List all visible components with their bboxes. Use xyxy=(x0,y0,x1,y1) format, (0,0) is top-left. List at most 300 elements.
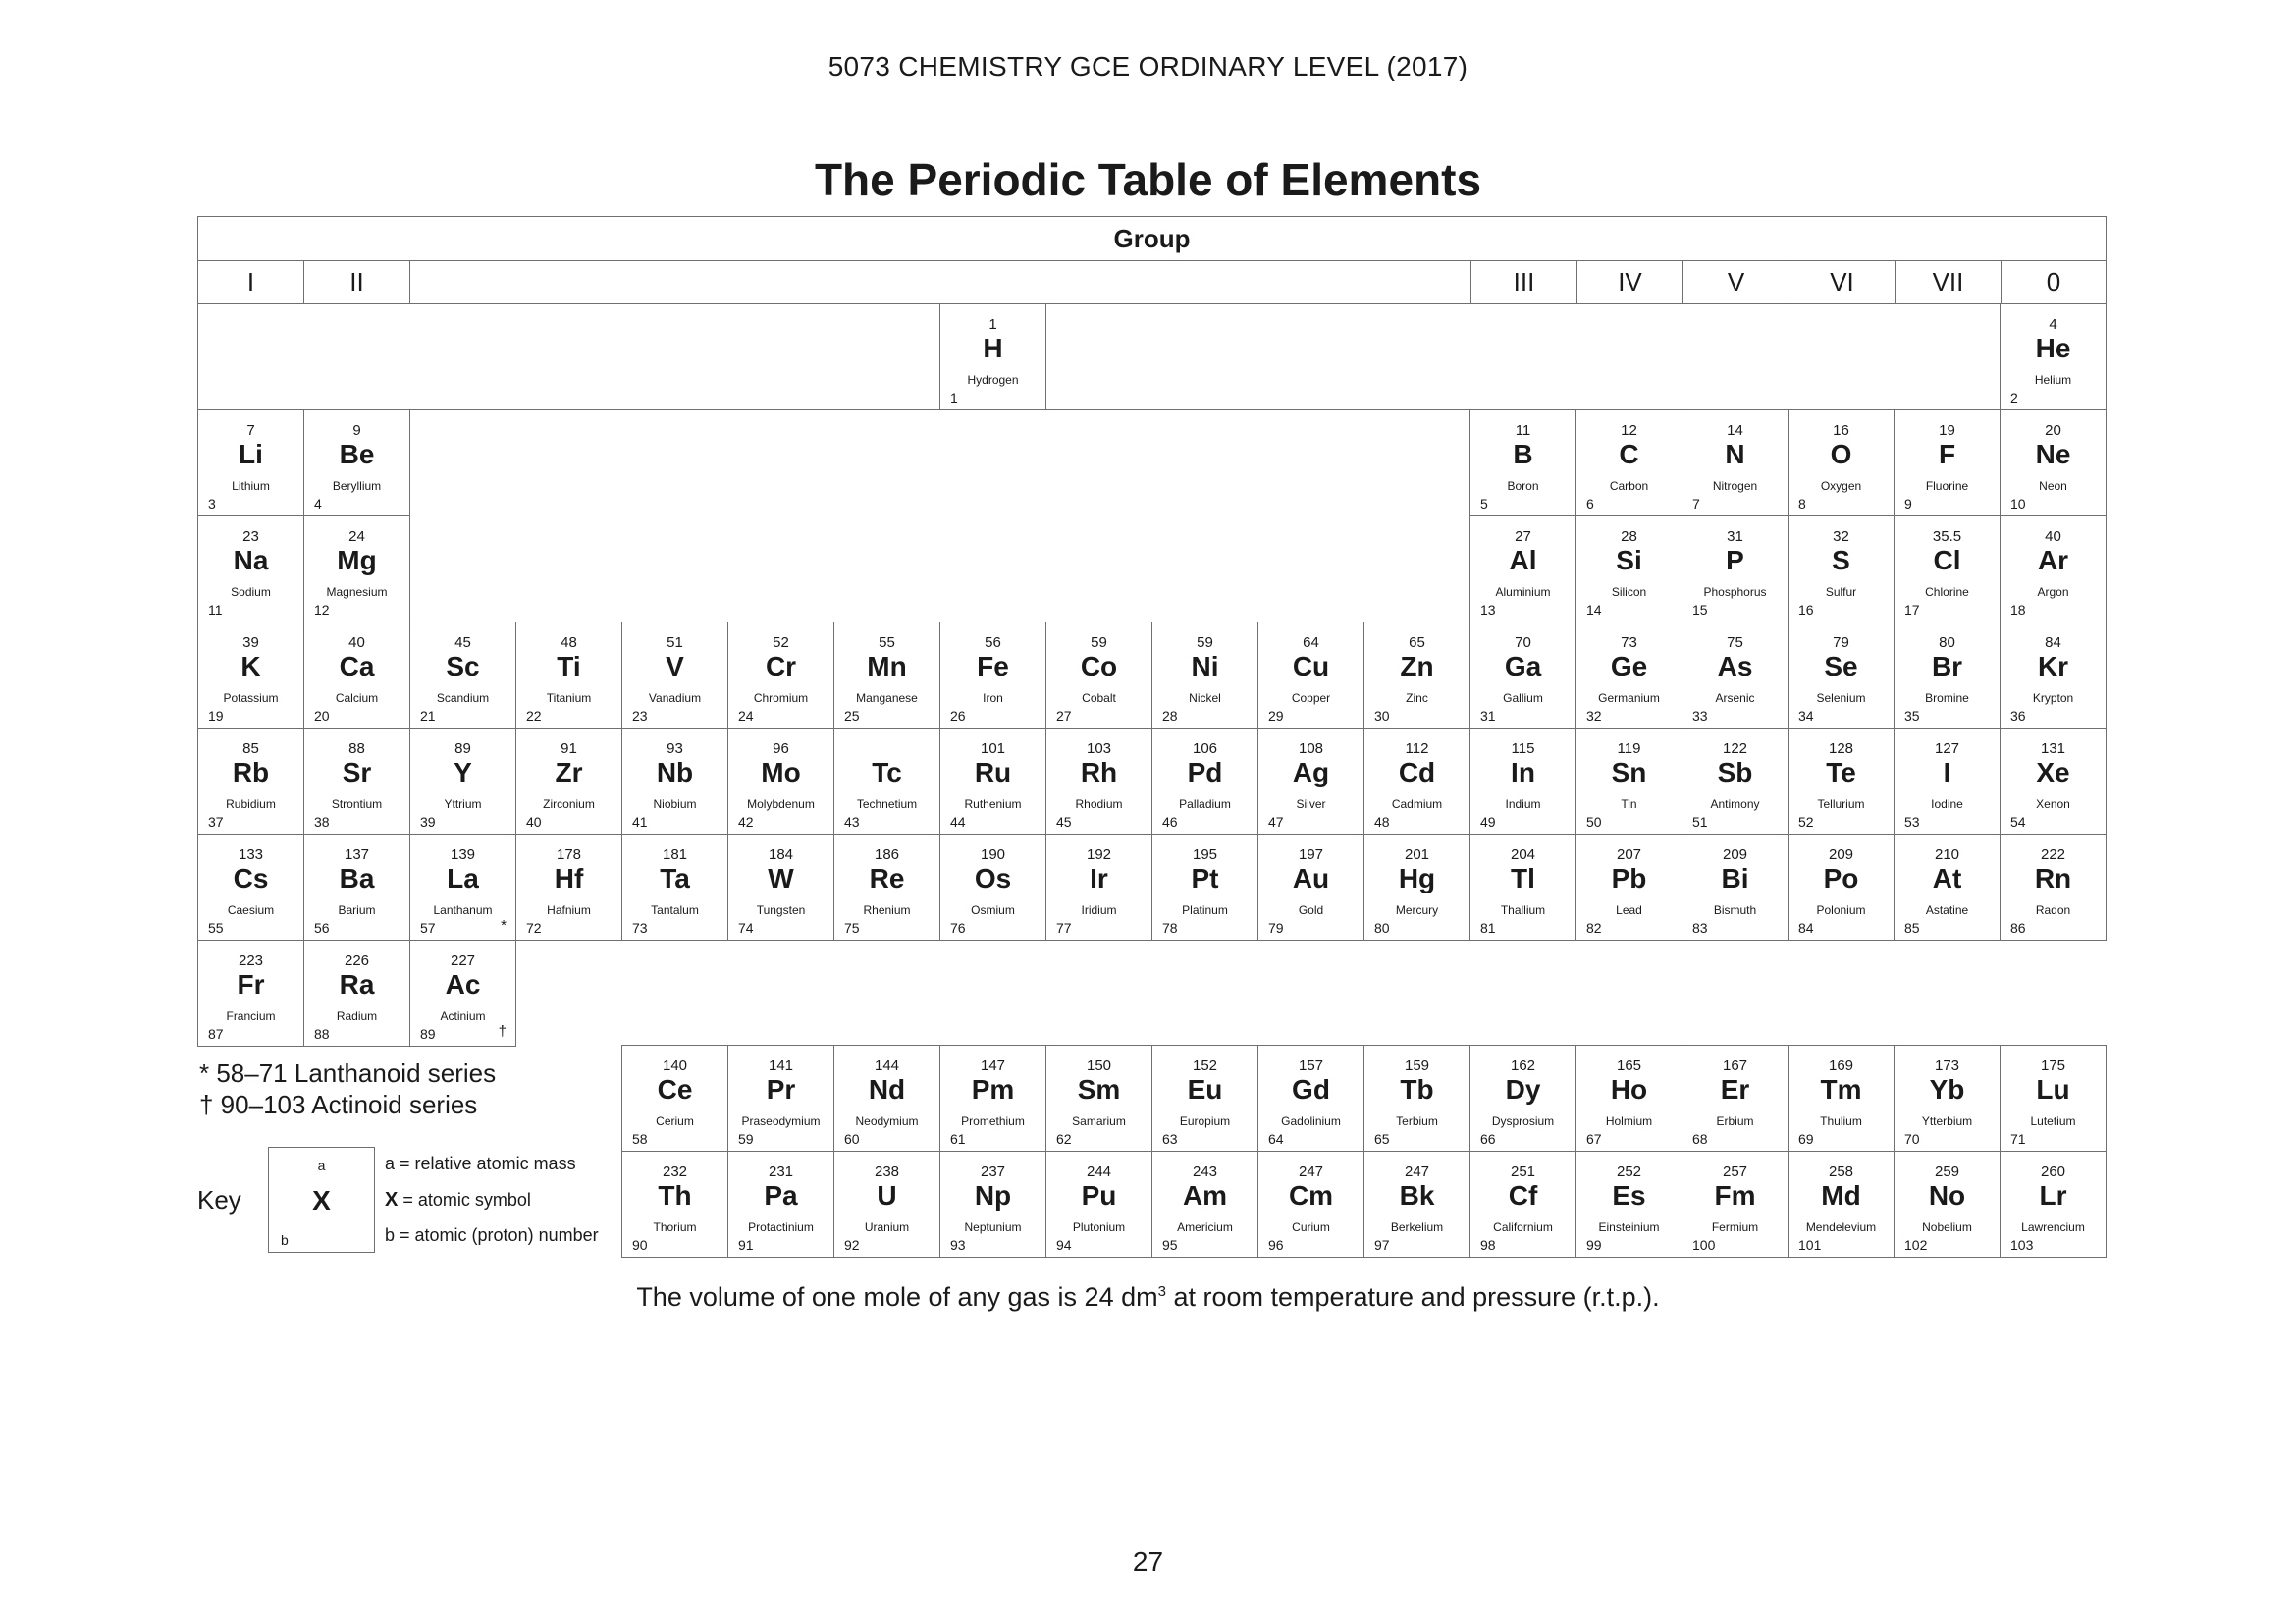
element-symbol: Cm xyxy=(1288,1180,1334,1211)
element-name: Caesium xyxy=(227,903,275,917)
element-mass: 59 xyxy=(1091,634,1107,651)
element-number: 5 xyxy=(1480,496,1488,512)
element-cell-cm xyxy=(1257,1151,1364,1258)
element-cell-am xyxy=(1151,1151,1258,1258)
element-mass: 257 xyxy=(1722,1163,1748,1180)
element-mass: 108 xyxy=(1298,740,1324,757)
element-symbol: Sc xyxy=(446,651,480,681)
element-name: Lutetium xyxy=(2030,1114,2076,1128)
element-mass: 238 xyxy=(874,1163,900,1180)
element-number: 51 xyxy=(1692,814,1708,830)
element-name: Oxygen xyxy=(1820,479,1862,493)
element-symbol: Te xyxy=(1826,757,1856,787)
element-cell-ne xyxy=(2000,409,2107,516)
element-symbol: Sm xyxy=(1077,1074,1121,1105)
element-symbol: Y xyxy=(454,757,472,787)
element-symbol: Al xyxy=(1509,545,1537,575)
element-number: 47 xyxy=(1268,814,1284,830)
element-mass: 243 xyxy=(1192,1163,1218,1180)
element-mass: 14 xyxy=(1727,422,1743,439)
element-mass: 80 xyxy=(1939,634,1955,651)
element-cell-np xyxy=(939,1151,1046,1258)
element-mass: 173 xyxy=(1934,1057,1960,1074)
element-number: 99 xyxy=(1586,1237,1602,1253)
element-name: Lawrencium xyxy=(2021,1220,2085,1234)
element-name: Magnesium xyxy=(326,585,388,599)
element-name: Astatine xyxy=(1925,903,1969,917)
element-number: 61 xyxy=(950,1131,966,1147)
element-symbol: Bi xyxy=(1721,863,1749,893)
element-symbol: Rb xyxy=(232,757,270,787)
element-symbol: Se xyxy=(1824,651,1858,681)
element-symbol: Rn xyxy=(2034,863,2072,893)
element-cell-fr xyxy=(197,940,304,1047)
element-name: Iridium xyxy=(1081,903,1117,917)
element-number: 23 xyxy=(632,708,648,724)
group-label-transition-blank xyxy=(409,260,1471,304)
element-name: Aluminium xyxy=(1495,585,1551,599)
element-cell-xe xyxy=(2000,728,2107,835)
element-mass: 247 xyxy=(1298,1163,1324,1180)
element-name: Holmium xyxy=(1605,1114,1653,1128)
element-name: Antimony xyxy=(1710,797,1760,811)
element-name: Thulium xyxy=(1820,1114,1862,1128)
element-symbol: Pt xyxy=(1191,863,1219,893)
element-name: Curium xyxy=(1292,1220,1330,1234)
element-cell-fe xyxy=(939,622,1046,729)
element-cell-dy xyxy=(1469,1045,1576,1152)
element-number: 73 xyxy=(632,920,648,936)
element-symbol: U xyxy=(877,1180,897,1211)
element-number: 27 xyxy=(1056,708,1072,724)
element-symbol: Cu xyxy=(1292,651,1330,681)
element-name: Silver xyxy=(1296,797,1326,811)
element-symbol: Np xyxy=(974,1180,1012,1211)
element-name: Berkelium xyxy=(1390,1220,1444,1234)
element-cell-v xyxy=(621,622,728,729)
element-symbol: Ra xyxy=(339,969,375,1000)
element-symbol: Am xyxy=(1182,1180,1228,1211)
element-number: 98 xyxy=(1480,1237,1496,1253)
element-number: 81 xyxy=(1480,920,1496,936)
element-mass: 75 xyxy=(1727,634,1743,651)
actinoid-note: † 90–103 Actinoid series xyxy=(199,1090,478,1119)
element-mass: 31 xyxy=(1727,528,1743,545)
group-label-ii: II xyxy=(303,260,410,304)
element-name: Phosphorus xyxy=(1703,585,1767,599)
element-cell-bk xyxy=(1363,1151,1470,1258)
element-name: Silicon xyxy=(1611,585,1647,599)
element-number: 69 xyxy=(1798,1131,1814,1147)
element-mass: 24 xyxy=(348,528,365,545)
element-cell-ho xyxy=(1575,1045,1682,1152)
group-label-v: V xyxy=(1682,260,1789,304)
element-number: 66 xyxy=(1480,1131,1496,1147)
element-symbol: W xyxy=(768,863,794,893)
element-mass: 197 xyxy=(1298,846,1324,863)
element-symbol: Ir xyxy=(1090,863,1108,893)
element-mass: 251 xyxy=(1510,1163,1536,1180)
element-mass: 16 xyxy=(1833,422,1849,439)
element-number: 102 xyxy=(1904,1237,1928,1253)
element-name: Manganese xyxy=(856,691,918,705)
element-mass: 84 xyxy=(2045,634,2061,651)
element-symbol: Dy xyxy=(1505,1074,1541,1105)
element-mass: 45 xyxy=(454,634,471,651)
element-mass: 59 xyxy=(1197,634,1213,651)
element-mass: 141 xyxy=(768,1057,794,1074)
element-name: Bromine xyxy=(1925,691,1969,705)
element-number: 34 xyxy=(1798,708,1814,724)
element-symbol: Pd xyxy=(1187,757,1223,787)
element-mass: 85 xyxy=(242,740,259,757)
element-symbol: As xyxy=(1717,651,1753,681)
element-mass: 192 xyxy=(1086,846,1112,863)
group-label-vii: VII xyxy=(1895,260,2002,304)
element-number: 62 xyxy=(1056,1131,1072,1147)
element-symbol: Tl xyxy=(1511,863,1535,893)
element-symbol: Ag xyxy=(1292,757,1330,787)
element-cell-b xyxy=(1469,409,1576,516)
element-number: 68 xyxy=(1692,1131,1708,1147)
element-cell-bi xyxy=(1682,834,1789,941)
element-name: Bismuth xyxy=(1713,903,1757,917)
group-label-vi: VI xyxy=(1789,260,1896,304)
element-mass: 27 xyxy=(1515,528,1531,545)
element-name: Krypton xyxy=(2032,691,2074,705)
element-cell-zn xyxy=(1363,622,1470,729)
element-symbol: Ba xyxy=(339,863,375,893)
element-name: Osmium xyxy=(971,903,1015,917)
element-mass: 91 xyxy=(561,740,577,757)
element-symbol: Tc xyxy=(872,757,902,787)
element-cell-gd xyxy=(1257,1045,1364,1152)
element-symbol: Fm xyxy=(1714,1180,1756,1211)
element-name: Vanadium xyxy=(648,691,702,705)
element-number: 19 xyxy=(208,708,224,724)
element-symbol: Po xyxy=(1823,863,1859,893)
key-a-description: a = relative atomic mass xyxy=(385,1154,576,1173)
footer-note xyxy=(0,1282,2296,1313)
element-number: 64 xyxy=(1268,1131,1284,1147)
element-cell-zr xyxy=(515,728,622,835)
element-name: Strontium xyxy=(331,797,383,811)
element-number: 13 xyxy=(1480,602,1496,618)
element-mass: 133 xyxy=(238,846,264,863)
element-name: Rhodium xyxy=(1075,797,1123,811)
element-symbol: Be xyxy=(339,439,375,469)
element-cell-ga xyxy=(1469,622,1576,729)
element-symbol: Cs xyxy=(233,863,269,893)
element-mass: 159 xyxy=(1404,1057,1430,1074)
element-symbol: Pb xyxy=(1611,863,1647,893)
element-symbol: F xyxy=(1938,439,1956,469)
element-cell-tc xyxy=(833,728,940,835)
element-name: Uranium xyxy=(864,1220,910,1234)
element-cell-si xyxy=(1575,515,1682,622)
element-name: Sodium xyxy=(231,585,271,599)
element-symbol: Ce xyxy=(657,1074,693,1105)
element-name: Palladium xyxy=(1179,797,1231,811)
element-cell-ti xyxy=(515,622,622,729)
element-number: 26 xyxy=(950,708,966,724)
element-name: Protactinium xyxy=(748,1220,814,1234)
element-number: 89 xyxy=(420,1026,436,1042)
element-name: Neodymium xyxy=(855,1114,919,1128)
group-label-iv: IV xyxy=(1576,260,1683,304)
element-number: 24 xyxy=(738,708,754,724)
element-name: Cadmium xyxy=(1391,797,1443,811)
element-name: Mendelevium xyxy=(1805,1220,1877,1234)
element-mass: 20 xyxy=(2045,422,2061,439)
element-name: Erbium xyxy=(1716,1114,1754,1128)
element-number: 44 xyxy=(950,814,966,830)
element-number: 97 xyxy=(1374,1237,1390,1253)
element-number: 3 xyxy=(208,496,216,512)
element-cell-s xyxy=(1788,515,1895,622)
element-name: Lead xyxy=(1616,903,1642,917)
period-1-frame xyxy=(197,303,2107,410)
element-cell-u xyxy=(833,1151,940,1258)
element-number: 60 xyxy=(844,1131,860,1147)
element-name: Germanium xyxy=(1598,691,1660,705)
element-mass: 259 xyxy=(1934,1163,1960,1180)
element-mass: 56 xyxy=(985,634,1001,651)
element-number: 70 xyxy=(1904,1131,1920,1147)
key-x-symbol: X xyxy=(385,1189,399,1211)
element-cell-pt xyxy=(1151,834,1258,941)
element-cell-sr xyxy=(303,728,410,835)
element-symbol: Fe xyxy=(977,651,1009,681)
element-mass: 157 xyxy=(1298,1057,1324,1074)
element-number: 90 xyxy=(632,1237,648,1253)
element-number: 35 xyxy=(1904,708,1920,724)
element-cell-lr xyxy=(2000,1151,2107,1258)
element-name: Rubidium xyxy=(226,797,276,811)
element-mass: 115 xyxy=(1511,740,1535,757)
element-name: Arsenic xyxy=(1715,691,1755,705)
element-cell-th xyxy=(621,1151,728,1258)
element-symbol: Ta xyxy=(660,863,690,893)
element-cell-er xyxy=(1682,1045,1789,1152)
element-cell-rb xyxy=(197,728,304,835)
element-cell-br xyxy=(1894,622,2001,729)
element-number: 67 xyxy=(1586,1131,1602,1147)
element-number: 58 xyxy=(632,1131,648,1147)
element-cell-hf xyxy=(515,834,622,941)
element-mass: 223 xyxy=(238,952,264,969)
element-mass: 204 xyxy=(1510,846,1536,863)
element-cell-nd xyxy=(833,1045,940,1152)
element-mass: 112 xyxy=(1405,740,1429,757)
element-mass: 103 xyxy=(1086,740,1112,757)
element-symbol: Ge xyxy=(1610,651,1648,681)
element-mass: 144 xyxy=(874,1057,900,1074)
series-marker: † xyxy=(498,1023,507,1040)
element-mass: 11 xyxy=(1515,422,1531,439)
element-cell-tb xyxy=(1363,1045,1470,1152)
element-mass: 101 xyxy=(980,740,1006,757)
element-symbol: Si xyxy=(1616,545,1642,575)
element-name: Gold xyxy=(1298,903,1324,917)
element-symbol: Kr xyxy=(2037,651,2069,681)
element-symbol: Os xyxy=(974,863,1012,893)
element-name: Scandium xyxy=(436,691,490,705)
group-header: Group xyxy=(197,216,2107,261)
element-mass: 51 xyxy=(667,634,683,651)
element-name: Tellurium xyxy=(1817,797,1865,811)
element-cell-cr xyxy=(727,622,834,729)
element-name: Tantalum xyxy=(651,903,699,917)
element-mass: 165 xyxy=(1616,1057,1642,1074)
element-number: 80 xyxy=(1374,920,1390,936)
element-number: 22 xyxy=(526,708,542,724)
element-cell-ba xyxy=(303,834,410,941)
element-number: 94 xyxy=(1056,1237,1072,1253)
element-symbol: N xyxy=(1725,439,1745,469)
element-number: 36 xyxy=(2010,708,2026,724)
element-mass: 169 xyxy=(1828,1057,1854,1074)
element-mass: 178 xyxy=(556,846,582,863)
element-mass: 4 xyxy=(2049,316,2057,333)
element-mass: 190 xyxy=(980,846,1006,863)
element-symbol: Eu xyxy=(1187,1074,1223,1105)
element-symbol: La xyxy=(447,863,479,893)
element-mass: 52 xyxy=(773,634,789,651)
element-cell-pb xyxy=(1575,834,1682,941)
element-mass: 12 xyxy=(1621,422,1637,439)
element-name: Barium xyxy=(338,903,376,917)
element-cell-re xyxy=(833,834,940,941)
element-name: Nobelium xyxy=(1922,1220,1972,1234)
element-name: Yttrium xyxy=(444,797,482,811)
element-mass: 131 xyxy=(2040,740,2066,757)
element-cell-se xyxy=(1788,622,1895,729)
element-number: 42 xyxy=(738,814,754,830)
element-symbol: H xyxy=(983,333,1003,363)
element-symbol: Hf xyxy=(554,863,584,893)
element-symbol: K xyxy=(240,651,261,681)
element-symbol: Ar xyxy=(2037,545,2069,575)
element-symbol: Fr xyxy=(237,969,265,1000)
element-name: Technetium xyxy=(856,797,918,811)
element-cell-c xyxy=(1575,409,1682,516)
element-number: 41 xyxy=(632,814,648,830)
element-cell-ag xyxy=(1257,728,1364,835)
element-number: 40 xyxy=(526,814,542,830)
element-cell-sc xyxy=(409,622,516,729)
element-number: 33 xyxy=(1692,708,1708,724)
element-cell-as xyxy=(1682,622,1789,729)
element-symbol: At xyxy=(1932,863,1962,893)
element-number: 72 xyxy=(526,920,542,936)
element-mass: 150 xyxy=(1086,1057,1112,1074)
element-number: 7 xyxy=(1692,496,1700,512)
element-name: Hafnium xyxy=(547,903,591,917)
element-name: Niobium xyxy=(653,797,697,811)
element-symbol: Nb xyxy=(656,757,694,787)
element-cell-ta xyxy=(621,834,728,941)
element-cell-au xyxy=(1257,834,1364,941)
element-cell-he xyxy=(2000,303,2107,410)
element-number: 75 xyxy=(844,920,860,936)
element-symbol: Ho xyxy=(1610,1074,1648,1105)
element-cell-mg xyxy=(303,515,410,622)
element-cell-in xyxy=(1469,728,1576,835)
element-name: Samarium xyxy=(1072,1114,1126,1128)
element-number: 2 xyxy=(2010,390,2018,406)
element-symbol: Mo xyxy=(761,757,801,787)
element-mass: 227 xyxy=(450,952,476,969)
element-cell-al xyxy=(1469,515,1576,622)
element-mass: 210 xyxy=(1934,846,1960,863)
element-number: 59 xyxy=(738,1131,754,1147)
element-number: 54 xyxy=(2010,814,2026,830)
page-number: 27 xyxy=(1132,1546,1164,1577)
element-cell-ge xyxy=(1575,622,1682,729)
element-name: Calcium xyxy=(335,691,379,705)
element-mass: 137 xyxy=(344,846,370,863)
element-name: Zirconium xyxy=(543,797,595,811)
element-name: Neptunium xyxy=(964,1220,1022,1234)
element-symbol: Br xyxy=(1931,651,1963,681)
element-name: Zinc xyxy=(1406,691,1428,705)
element-symbol: Zn xyxy=(1400,651,1434,681)
element-cell-te xyxy=(1788,728,1895,835)
element-cell-ar xyxy=(2000,515,2107,622)
element-symbol: B xyxy=(1513,439,1533,469)
element-name: Carbon xyxy=(1609,479,1649,493)
element-number: 17 xyxy=(1904,602,1920,618)
element-mass: 70 xyxy=(1515,634,1531,651)
element-number: 57 xyxy=(420,920,436,936)
element-name: Mercury xyxy=(1395,903,1439,917)
element-mass: 175 xyxy=(2040,1057,2066,1074)
element-cell-mo xyxy=(727,728,834,835)
element-symbol: Zr xyxy=(555,757,583,787)
element-number: 50 xyxy=(1586,814,1602,830)
element-number: 28 xyxy=(1162,708,1178,724)
element-name: Molybdenum xyxy=(747,797,815,811)
element-symbol: Es xyxy=(1612,1180,1646,1211)
element-symbol: Bk xyxy=(1399,1180,1435,1211)
element-name: Iron xyxy=(983,691,1003,705)
element-cell-n xyxy=(1682,409,1789,516)
element-number: 76 xyxy=(950,920,966,936)
element-number: 85 xyxy=(1904,920,1920,936)
element-name: Argon xyxy=(2037,585,2069,599)
element-mass: 260 xyxy=(2040,1163,2066,1180)
element-symbol: He xyxy=(2035,333,2071,363)
element-number: 16 xyxy=(1798,602,1814,618)
element-symbol: Sb xyxy=(1717,757,1753,787)
element-mass: 19 xyxy=(1939,422,1955,439)
element-cell-eu xyxy=(1151,1045,1258,1152)
footer-text-end: at room temperature and pressure (r.t.p.). xyxy=(1165,1282,1660,1312)
series-marker: * xyxy=(501,917,507,934)
element-name: Titanium xyxy=(546,691,592,705)
element-name: Thallium xyxy=(1500,903,1546,917)
element-mass: 89 xyxy=(454,740,471,757)
element-mass: 167 xyxy=(1722,1057,1748,1074)
element-cell-hg xyxy=(1363,834,1470,941)
element-mass: 55 xyxy=(879,634,895,651)
element-name: Cobalt xyxy=(1082,691,1116,705)
element-symbol: Sr xyxy=(342,757,372,787)
element-cell-tl xyxy=(1469,834,1576,941)
element-mass: 93 xyxy=(667,740,683,757)
element-symbol: C xyxy=(1619,439,1639,469)
